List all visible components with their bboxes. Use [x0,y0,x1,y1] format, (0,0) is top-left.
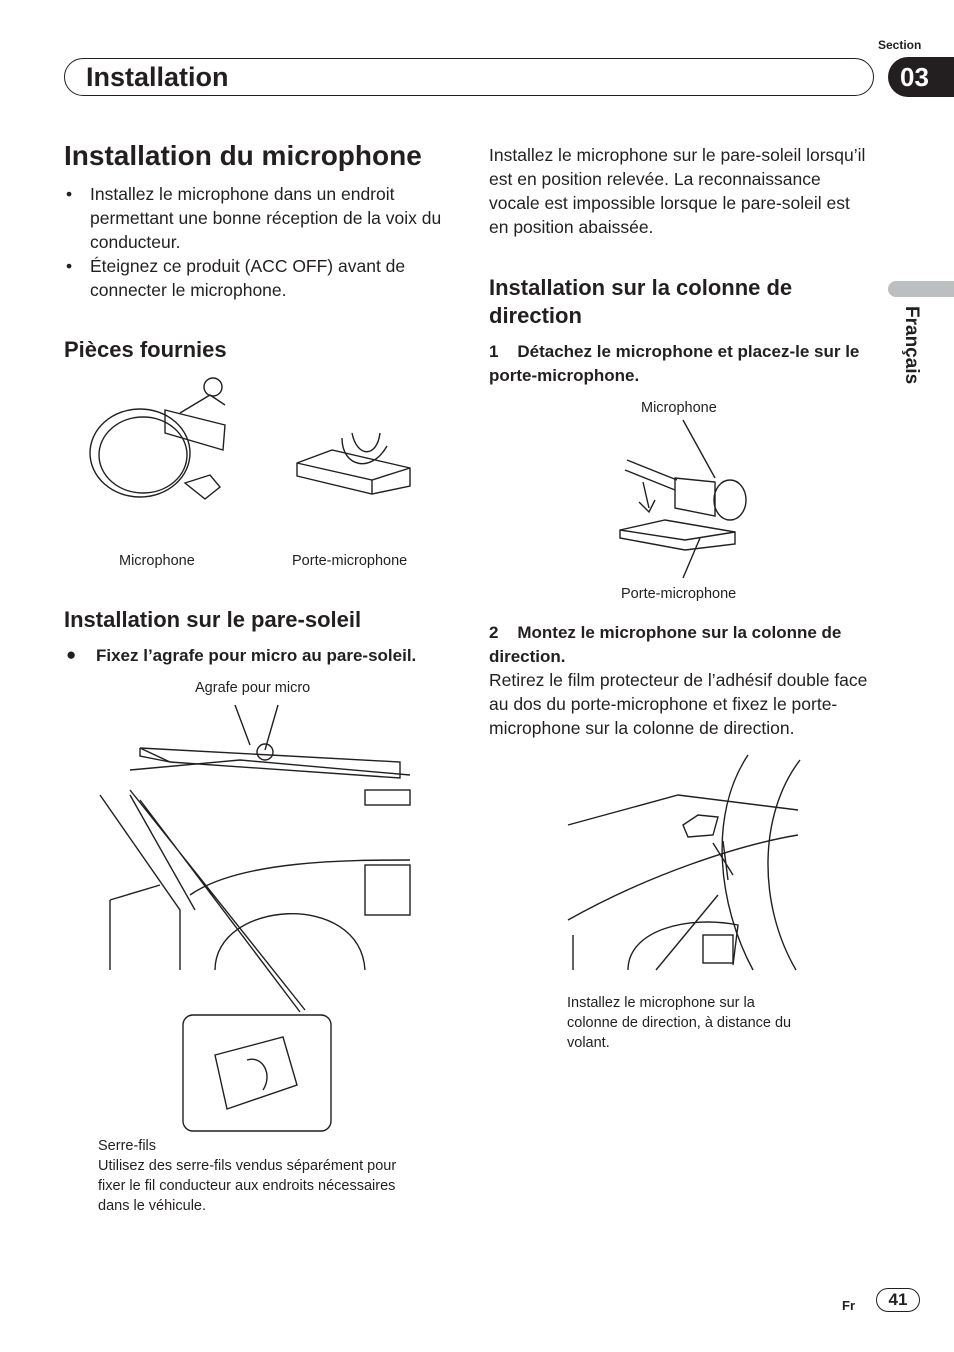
section-label: Section [878,38,922,52]
caption-clip: Agrafe pour micro [195,680,311,696]
step-bullet-icon: ● [66,645,77,664]
step-2-body: Retirez le film protecteur de l’adhésif double face au dos du porte-microphone et fixez le porte-microphone sur la colonne de direction. [489,670,868,738]
visor-installation-illustration [100,700,420,980]
visor-heading: Installation sur le pare-soleil [64,607,362,632]
step-1 [489,340,879,388]
bullet-item: • Éteignez ce produit (ACC OFF) avant de connecter le microphone. [64,254,454,302]
step-2-text: Montez le microphone sur la colonne de direction. [489,623,842,666]
step-2 [489,621,879,669]
main-heading: Installation du microphone [64,140,422,171]
language-tab [888,281,954,297]
caption-clamp-text: Utilisez des serre-fils vendus séparément pour fixer le fil conducteur aux endroits nécessaires dans le véhicule. [98,1158,397,1214]
step-2-number: 2 [489,623,499,642]
mic-holder-illustration [292,428,417,498]
column-heading: Installation sur la colonne de direction [489,275,793,328]
fig-label-mic-holder: Porte-microphone [621,586,737,602]
step-1-number: 1 [489,342,499,361]
page-title: Installation [86,62,229,92]
caption-microphone: Microphone [119,553,195,569]
column-caption: Installez le microphone sur la colonne de direction, à distance du volant. [567,995,792,1051]
mic-on-holder-illustration [615,420,755,580]
fig-label-microphone: Microphone [641,400,717,416]
visor-text: Installez le microphone sur le pare-soleil lorsqu’il est en position relevée. La reconnaissance vocale est impossible lorsque le pare-soleil est en position abaissée. [489,145,866,237]
cable-clamp-illustration [183,1015,333,1133]
section-number-badge: 03 [888,57,954,97]
step-1-text: Détachez le microphone et placez-le sur le porte-microphone. [489,342,860,385]
caption-clamp-title: Serre-fils [98,1138,157,1154]
bullet-item: • Installez le microphone dans un endroit permettant une bonne réception de la voix du conducteur. [64,182,454,254]
steering-column-illustration [568,755,803,975]
visor-step: Fixez l’agrafe pour micro au pare-soleil. [96,646,417,665]
microphone-illustration [85,375,235,510]
parts-heading: Pièces fournies [64,337,227,362]
caption-mic-holder: Porte-microphone [292,553,408,569]
intro-bullets [64,182,454,302]
footer-lang-code: Fr [842,1298,855,1313]
page-number: 41 [876,1288,920,1312]
language-label-wrap [898,306,928,396]
language-label: Français [901,306,922,385]
